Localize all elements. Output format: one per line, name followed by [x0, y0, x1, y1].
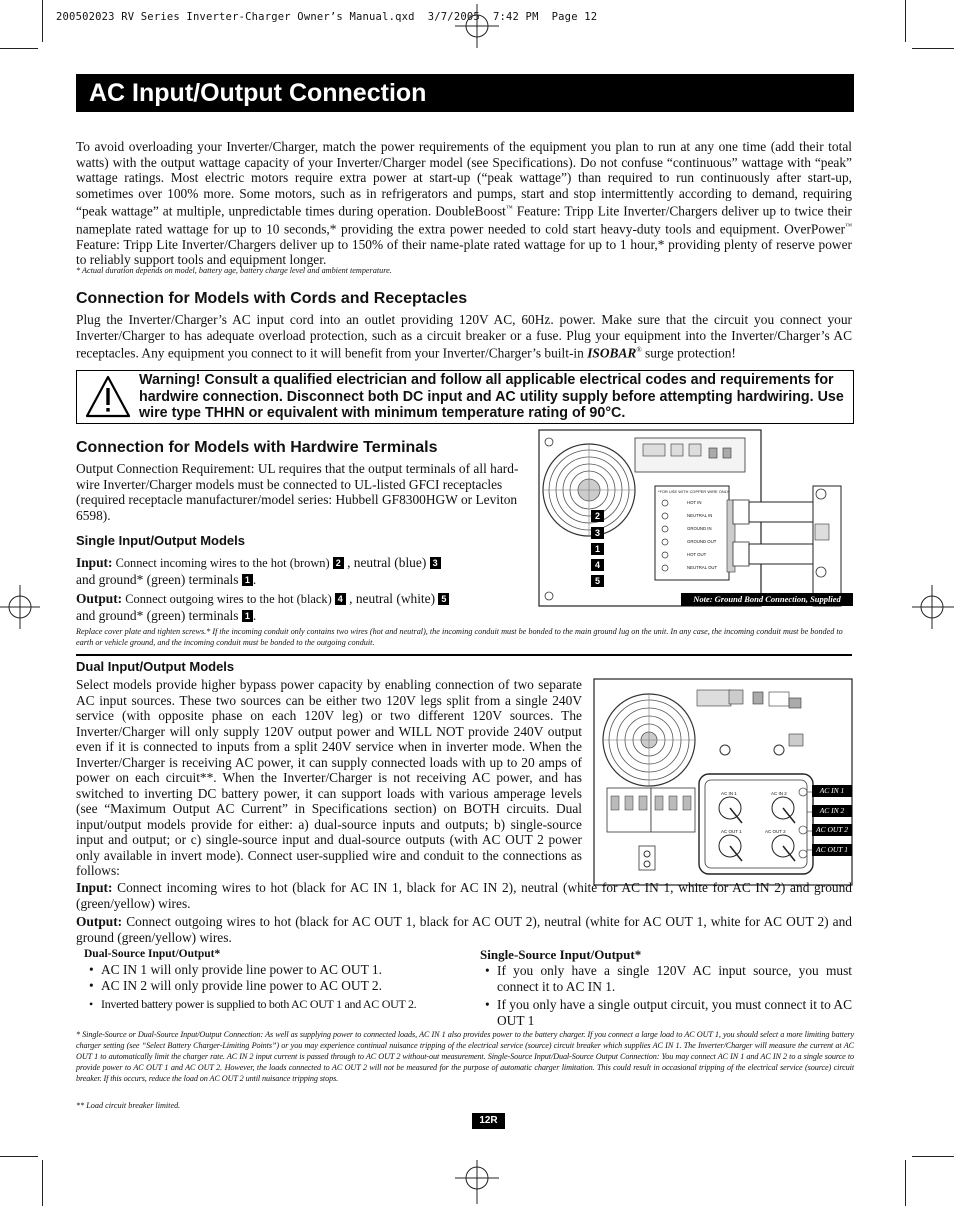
callout-4: 4 — [591, 559, 604, 571]
dual-output-text: Connect outgoing wires to hot (black for AC OUT 1, black for AC OUT 2), neutral (white for AC OUT 1, white for AC OUT 2) and ground (green/yellow) wires. — [76, 914, 852, 945]
input-text-a: Connect incoming wires to the hot (brown) — [112, 556, 333, 570]
terminal-badge-1: 1 — [242, 610, 253, 622]
callout-2: 2 — [591, 510, 604, 522]
plate-label-ac-in-2: AC IN 2 — [771, 791, 787, 796]
terminal-label-ground-in: GROUND IN — [687, 526, 712, 531]
ground-bond-caption: Note: Ground Bond Connection, Supplied — [681, 593, 853, 606]
output-text-a: Connect outgoing wires to the hot (black) — [122, 592, 335, 606]
single-source-heading: Single-Source Input/Output* — [480, 947, 642, 962]
input-label: Input: — [76, 555, 113, 570]
source-footnote: * Single-Source or Dual-Source Input/Output Connection: As well as supplying power to connected loads, AC IN 1 also provides power to the battery charger. If you connect a large load to AC OUT 1, you should select a more limiting battery charger setting (see “Select Battery Charger-Limiting Points”) or you may experience continual nuisance tripping of the electrical service (source) circuit breaker which supplies AC IN 1. The Inverter/Charger will measure the current at AC OUT 1 to automatically limit the charger rate. AC IN 2 input current is passed through to AC OUT 2 without-out measurement. Single-Source Input/Dual-Source Output Connection: You may connect AC IN 1 and AC IN 2 to a single source to provide power to AC OUT 1 and AC OUT 2. However, the loads connected to AC OUT 2 will not be measured for the purpose of automatic charger limitation. This could result in occasional tripping of the electrical service (source) circuit breaker. If this occurs, reduce the load on AC OUT 2 until nuisance tripping stops. — [76, 1030, 854, 1083]
terminal-badge-4: 4 — [335, 593, 346, 605]
dual-io-heading: Dual Input/Output Models — [76, 659, 235, 674]
warning-triangle-icon — [85, 375, 131, 418]
label-ac-in-2: AC IN 2 — [812, 805, 852, 817]
list-item: • AC IN 2 will only provide line power to AC OUT 2. — [84, 978, 468, 994]
page-title: AC Input/Output Connection — [89, 79, 427, 107]
output-text-c: and ground* (green) terminals — [76, 607, 242, 623]
input-text-b: , neutral (blue) — [343, 555, 430, 570]
label-ac-out-2: AC OUT 2 — [812, 824, 852, 836]
single-source-list — [480, 963, 852, 1029]
terminal-header-label: *FOR USE WITH COPPER WIRE ONLY — [658, 490, 730, 494]
title-bar — [76, 74, 854, 112]
callout-5: 5 — [591, 575, 604, 587]
cords-heading: Connection for Models with Cords and Receptacles — [76, 290, 468, 307]
warning-text: Warning! Consult a qualified electrician and follow all applicable electrical codes and requirements for hardwire connection. Disconnect both DC input and AC utility supply before attempting hardwiring. Use wire type THHN or equivalent with minimum temperature rating of 90°C. — [139, 372, 844, 422]
hardwire-note: Replace cover plate and tighten screws.* If the incoming conduit only contains two wires (hot and neutral), the incoming conduit must be bonded to the main ground lug on the unit. In any case, the incoming conduit must be bonded to earth or vehicle ground, and the incoming conduit must be bonded to the outgoing conduit. — [76, 627, 843, 647]
list-item: • If you only have a single 120V AC input source, you must connect it to AC IN 1. — [480, 963, 852, 995]
dual-source-list — [84, 962, 468, 1012]
dual-io-diagram — [593, 678, 853, 886]
dual-input-label: Input: — [76, 880, 113, 895]
plate-label-ac-out-2: AC OUT 2 — [765, 829, 786, 834]
list-item: • Inverted battery power is supplied to both AC OUT 1 and AC OUT 2. — [84, 996, 468, 1012]
trademark-mark: ™ — [505, 204, 513, 212]
hardwire-terminal-diagram — [537, 428, 853, 610]
intro-text-2: Feature: Tripp Lite Inverter/Chargers deliver up to twice their nameplate rated wattage for up to 10 seconds,* providing the extra power needed to cold start heavy-duty tools and equipment. OverPower — [76, 203, 852, 237]
registration-mark-left — [0, 585, 40, 629]
list-item: • AC IN 1 will only provide line power to AC OUT 1. — [84, 962, 468, 978]
breaker-footnote: ** Load circuit breaker limited. — [76, 1101, 181, 1110]
terminal-badge-5: 5 — [438, 593, 449, 605]
dual-output-label: Output: — [76, 914, 123, 929]
output-text-b: , neutral (white) — [345, 591, 439, 606]
dual-source-heading: Dual-Source Input/Output* — [84, 948, 221, 960]
terminal-label-hot-in: HOT IN — [687, 500, 702, 505]
dual-output-paragraph — [76, 914, 852, 945]
intro-text-1: To avoid overloading your Inverter/Charger, match the power requirements of the equipment you plan to run at any one time (add their total watts) with the output wattage capacity of your Inverter/Charger model (see Specifications). Do not confuse “continuous” wattage with “peak” wattage ratings. Most electric motors require extra power at start-up (“peak wattage”) than required to run continuously after start-up, sometimes over 100% more. Some motors, such as in refrigerators and pumps, start and stop intermittently according to demand, requiring “peak wattage” at multiple, unpredictable times during operation. DoubleBoost — [76, 139, 852, 219]
intro-paragraph — [76, 139, 852, 268]
single-source-column — [480, 947, 852, 1029]
period: . — [252, 607, 257, 623]
dual-input-paragraph — [76, 880, 852, 911]
registration-mark-right — [912, 585, 954, 629]
terminal-label-ground-out: GROUND OUT — [687, 539, 717, 544]
warning-box — [76, 370, 854, 424]
input-text-c: and ground* (green) terminals — [76, 571, 242, 587]
single-output-paragraph — [76, 591, 524, 623]
callout-3: 3 — [591, 527, 604, 539]
dual-input-text: Connect incoming wires to hot (black for AC IN 1, black for AC IN 2), neutral (white for AC IN 1, white for AC IN 2) and ground (green/yellow) wires. — [76, 880, 852, 911]
intro-footnote: * Actual duration depends on model, battery age, battery charge level and ambient temperature. — [76, 266, 392, 275]
trademark-mark: ™ — [845, 221, 852, 230]
single-io-heading: Single Input/Output Models — [76, 533, 245, 548]
cords-text-2: surge protection! — [641, 345, 736, 361]
label-ac-out-1: AC OUT 1 — [812, 844, 852, 856]
hardwire-paragraph: Output Connection Requirement: UL requires that the output terminals of all hard-wire Inverter/Charger models must be connected to UL-listed GFCI receptacles (required receptacle manufacturer/model series: Hubbell GF8300HGW or Leviton 6598). — [76, 461, 519, 523]
dual-source-column — [84, 947, 468, 1012]
cords-paragraph — [76, 312, 852, 361]
page-number: 12R — [472, 1113, 505, 1129]
cords-text-1: Plug the Inverter/Charger’s AC input cord into an outlet providing 120V AC, 60Hz. power. Make sure that the circuit you connect your Inverter/Charger to has adequate overload protection, such as a circuit breaker or a fuse. Plug your equipment into the Inverter/Charger’s AC receptacles. Any equipment you connect to it will benefit from your Inverter/Charger’s built-in — [76, 312, 852, 361]
terminal-badge-2: 2 — [333, 557, 344, 569]
registration-mark-top — [455, 4, 499, 48]
terminal-badge-1: 1 — [242, 574, 253, 586]
single-input-paragraph — [76, 555, 524, 587]
isobar-brand: ISOBAR — [587, 345, 637, 361]
section-rule — [76, 654, 852, 656]
terminal-badge-3: 3 — [430, 557, 441, 569]
hardwire-heading: Connection for Models with Hardwire Terminals — [76, 439, 438, 456]
hardwire-diagram-drawing — [537, 428, 853, 610]
intro-text-3: Feature: Tripp Lite Inverter/Chargers deliver up to 150% of their name-plate rated wattage for up to 1 hour,* providing plenty of reserve power to reliably support tools and equipment longer. — [76, 236, 852, 268]
terminal-label-neutral-in: NEUTRAL IN — [687, 513, 713, 518]
terminal-label-hot-out: HOT OUT — [687, 552, 707, 557]
output-label: Output: — [76, 591, 123, 606]
callout-1: 1 — [591, 543, 604, 555]
plate-label-ac-out-1: AC OUT 1 — [721, 829, 742, 834]
label-ac-in-1: AC IN 1 — [812, 785, 852, 797]
dual-paragraph: Select models provide higher bypass power capacity by enabling connection of two separate AC input sources. These two sources can be either two 120V legs split from a single 240V service (with opposite phase on each 120V leg) or two different 120V sources. The Inverter/Charger will only supply 120V output power and WILL NOT provide 240V output even if it is connected to inputs from a split 240V service when in inverter mode. When the Inverter/Charger is receiving AC power, it can supply connected loads with up to 20 amps of power on each circuit**. When the Inverter/Charger is not receiving AC power, and has switched to inverting DC battery power, it can support loads with various amperage levels (see “Maximum Output AC Current” in Specifications section) on BOTH circuits. Dual input/output models provide for either: a) dual-source inputs and outputs; b) single-source input and output; or c) single-source input and dual-source outputs (with AC OUT 2 power only available in invert mode). Connect user-supplied wire and conduit to the connections as follows: — [76, 677, 582, 878]
plate-label-ac-in-1: AC IN 1 — [721, 791, 737, 796]
terminal-label-neutral-out: NEUTRAL OUT — [687, 565, 718, 570]
list-item: • If you only have a single output circuit, you must connect it to AC OUT 1 — [480, 997, 852, 1029]
registered-mark: ® — [636, 346, 642, 354]
period: . — [252, 571, 257, 587]
registration-mark-bottom — [455, 1160, 499, 1204]
file-header: 200502023 RV Series Inverter-Charger Owner’s Manual.qxd 3/7/2005 7:42 PM Page 12 — [56, 11, 598, 23]
